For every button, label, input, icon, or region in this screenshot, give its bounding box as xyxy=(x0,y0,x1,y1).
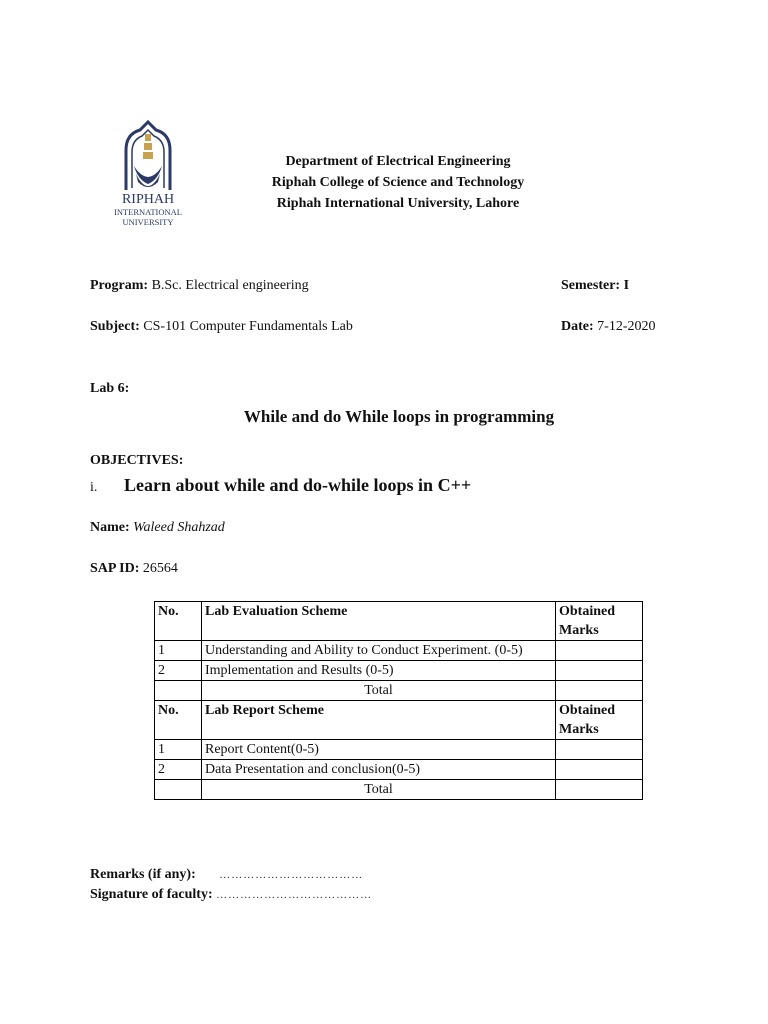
row-no: 1 xyxy=(155,740,202,760)
header-marks: Obtained Marks xyxy=(556,602,643,641)
signature-dots: ………………………………… xyxy=(216,889,373,901)
name-value: Waleed Shahzad xyxy=(133,520,225,535)
row-scheme: Report Content(0-5) xyxy=(202,740,556,760)
header-scheme: Lab Report Scheme xyxy=(202,701,556,740)
total-label: Total xyxy=(202,780,556,800)
evaluation-table xyxy=(154,601,643,800)
remarks-label: Remarks (if any): xyxy=(90,867,196,882)
objective-number: i. xyxy=(90,480,98,495)
row-no: 2 xyxy=(155,661,202,681)
subject-line xyxy=(90,319,353,335)
riphah-crest-icon xyxy=(108,120,196,230)
subject-value: CS-101 Computer Fundamentals Lab xyxy=(143,319,353,334)
table-row xyxy=(155,740,643,760)
row-no: 2 xyxy=(155,760,202,780)
table-header-row xyxy=(155,701,643,740)
program-value: B.Sc. Electrical engineering xyxy=(151,278,309,293)
row-marks xyxy=(556,740,643,760)
remarks-line xyxy=(90,867,363,883)
row-scheme: Implementation and Results (0-5) xyxy=(202,661,556,681)
objectives-heading: OBJECTIVES: xyxy=(90,453,184,468)
row-scheme: Data Presentation and conclusion(0-5) xyxy=(202,760,556,780)
date-label: Date: xyxy=(561,319,594,334)
table-row xyxy=(155,760,643,780)
semester-line xyxy=(561,278,629,294)
sap-label: SAP ID: xyxy=(90,561,140,576)
program-line xyxy=(90,278,309,294)
table-total-row xyxy=(155,780,643,800)
row-scheme: Understanding and Ability to Conduct Experiment. (0-5) xyxy=(202,641,556,661)
total-label: Total xyxy=(202,681,556,701)
row-no: 1 xyxy=(155,641,202,661)
lab-number: Lab 6: xyxy=(90,381,130,396)
svg-text:UNIVERSITY: UNIVERSITY xyxy=(122,217,174,227)
signature-line xyxy=(90,887,372,903)
semester-value: I xyxy=(623,278,630,293)
table-row xyxy=(155,661,643,681)
name-line xyxy=(90,520,225,536)
semester-label: Semester: xyxy=(561,278,621,293)
remarks-dots: ……………………………… xyxy=(219,869,364,881)
university-name: Riphah International University, Lahore xyxy=(276,196,520,211)
signature-label: Signature of faculty: xyxy=(90,887,213,902)
row-marks xyxy=(556,760,643,780)
subject-label: Subject: xyxy=(90,319,140,334)
department-name: Department of Electrical Engineering xyxy=(285,154,511,169)
sap-line xyxy=(90,561,178,577)
header-no: No. xyxy=(155,602,202,641)
table-row xyxy=(155,641,643,661)
row-marks xyxy=(556,661,643,681)
svg-text:INTERNATIONAL: INTERNATIONAL xyxy=(114,207,182,217)
svg-text:RIPHAH: RIPHAH xyxy=(121,192,175,207)
sap-value: 26564 xyxy=(142,561,178,576)
table-total-row xyxy=(155,681,643,701)
objective-text: Learn about while and do-while loops in C++ xyxy=(124,475,472,495)
header-marks: Obtained Marks xyxy=(556,701,643,740)
table-header-row xyxy=(155,602,643,641)
date-line xyxy=(561,319,655,335)
name-label: Name: xyxy=(90,520,130,535)
college-name: Riphah College of Science and Technology xyxy=(271,175,525,190)
row-marks xyxy=(556,641,643,661)
lab-title: While and do While loops in programming xyxy=(243,407,555,426)
objective-item xyxy=(90,475,471,496)
university-logo xyxy=(108,120,196,230)
date-value: 7-12-2020 xyxy=(597,319,656,334)
header-scheme: Lab Evaluation Scheme xyxy=(202,602,556,641)
program-label: Program: xyxy=(90,278,149,293)
header-no: No. xyxy=(155,701,202,740)
